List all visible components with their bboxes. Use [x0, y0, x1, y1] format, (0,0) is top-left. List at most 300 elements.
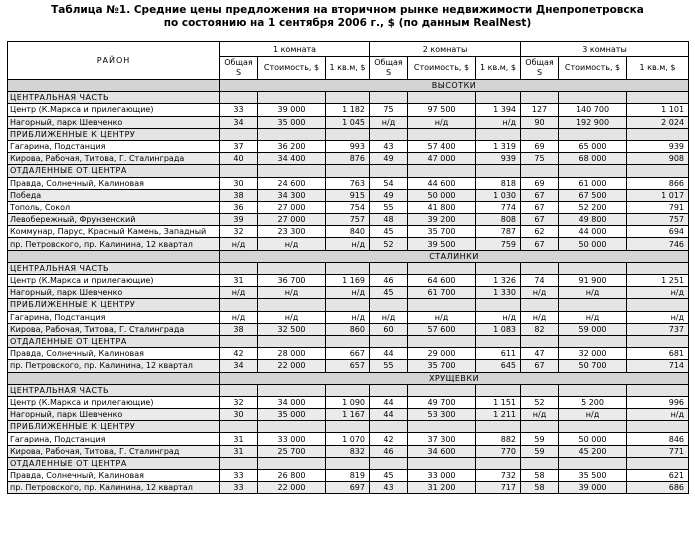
empty-cell: [326, 128, 370, 140]
value-cell: 40: [220, 153, 258, 165]
empty-cell: [408, 165, 476, 177]
table-row: [8, 409, 689, 421]
empty-cell: [370, 457, 408, 469]
value-cell: 694: [627, 226, 689, 238]
empty-cell: [408, 457, 476, 469]
value-cell: 47 000: [408, 153, 476, 165]
district-group-row: [8, 421, 689, 433]
value-cell: 1 045: [326, 116, 370, 128]
value-cell: 27 000: [258, 214, 326, 226]
header-col: 1 кв.м, $: [326, 57, 370, 80]
value-cell: 808: [476, 214, 521, 226]
value-cell: 43: [370, 482, 408, 494]
value-cell: 97 500: [408, 104, 476, 116]
district-group-row: [8, 457, 689, 469]
value-cell: 49 800: [559, 214, 627, 226]
empty-cell: [559, 299, 627, 311]
empty-cell: [220, 165, 258, 177]
empty-cell: [476, 384, 521, 396]
empty-cell: [370, 421, 408, 433]
value-cell: 50 000: [559, 433, 627, 445]
value-cell: 42: [220, 348, 258, 360]
value-cell: 667: [326, 348, 370, 360]
value-cell: 59: [521, 445, 559, 457]
value-cell: 757: [326, 214, 370, 226]
header-col: Общая S: [521, 57, 559, 80]
value-cell: 1 090: [326, 396, 370, 408]
header-col: Стоимость, $: [408, 57, 476, 80]
value-cell: н/д: [408, 311, 476, 323]
empty-cell: [408, 384, 476, 396]
value-cell: 1 017: [627, 189, 689, 201]
empty-cell: [521, 457, 559, 469]
district-name: Нагорный, парк Шевченко: [8, 287, 220, 299]
value-cell: н/д: [220, 238, 258, 250]
section-row: [8, 250, 689, 262]
empty-cell: [408, 262, 476, 274]
value-cell: 37: [220, 140, 258, 152]
table-row: [8, 275, 689, 287]
value-cell: 939: [476, 153, 521, 165]
value-cell: 49 700: [408, 396, 476, 408]
value-cell: н/д: [326, 238, 370, 250]
value-cell: 621: [627, 470, 689, 482]
value-cell: 28 000: [258, 348, 326, 360]
value-cell: 91 900: [559, 275, 627, 287]
empty-cell: [370, 384, 408, 396]
value-cell: 65 000: [559, 140, 627, 152]
empty-cell: [476, 128, 521, 140]
value-cell: 50 000: [408, 189, 476, 201]
value-cell: 64 600: [408, 275, 476, 287]
empty-cell: [521, 335, 559, 347]
value-cell: 5 200: [559, 396, 627, 408]
header-col: 1 кв.м, $: [476, 57, 521, 80]
value-cell: 67: [521, 189, 559, 201]
value-cell: н/д: [521, 311, 559, 323]
value-cell: 876: [326, 153, 370, 165]
value-cell: н/д: [408, 116, 476, 128]
table-row: [8, 104, 689, 116]
empty-cell: [370, 335, 408, 347]
value-cell: 770: [476, 445, 521, 457]
district-group-title: ПРИБЛИЖЕННЫЕ К ЦЕНТРУ: [8, 299, 220, 311]
value-cell: 754: [326, 201, 370, 213]
value-cell: 34 000: [258, 396, 326, 408]
value-cell: 611: [476, 348, 521, 360]
value-cell: 32 500: [258, 323, 326, 335]
empty-cell: [627, 335, 689, 347]
value-cell: 52: [370, 238, 408, 250]
section-title: ВЫСОТКИ: [220, 80, 689, 92]
header-col: Стоимость, $: [559, 57, 627, 80]
header-col: Стоимость, $: [258, 57, 326, 80]
value-cell: 33: [220, 470, 258, 482]
table-row: [8, 482, 689, 494]
table-row: [8, 470, 689, 482]
value-cell: 140 700: [559, 104, 627, 116]
value-cell: 915: [326, 189, 370, 201]
table-row: [8, 189, 689, 201]
value-cell: 45: [370, 287, 408, 299]
value-cell: 30: [220, 177, 258, 189]
value-cell: н/д: [326, 287, 370, 299]
value-cell: 1 211: [476, 409, 521, 421]
value-cell: 908: [627, 153, 689, 165]
district-name: Кирова, Рабочая, Титова, Г. Сталинграда: [8, 153, 220, 165]
value-cell: 33: [220, 482, 258, 494]
value-cell: 939: [627, 140, 689, 152]
value-cell: 1 182: [326, 104, 370, 116]
header-group-1room: 1 комната: [220, 42, 370, 57]
value-cell: 686: [627, 482, 689, 494]
value-cell: 69: [521, 140, 559, 152]
value-cell: н/д: [220, 287, 258, 299]
value-cell: 1 251: [627, 275, 689, 287]
value-cell: н/д: [559, 311, 627, 323]
value-cell: 41 800: [408, 201, 476, 213]
table-row: [8, 445, 689, 457]
district-group-row: [8, 128, 689, 140]
value-cell: 22 000: [258, 482, 326, 494]
value-cell: 50 000: [559, 238, 627, 250]
value-cell: 32: [220, 226, 258, 238]
district-name: пр. Петровского, пр. Калинина, 12 квартал: [8, 238, 220, 250]
value-cell: н/д: [559, 409, 627, 421]
value-cell: 31: [220, 445, 258, 457]
value-cell: 819: [326, 470, 370, 482]
value-cell: 26 800: [258, 470, 326, 482]
table-row: [8, 177, 689, 189]
value-cell: 75: [370, 104, 408, 116]
value-cell: 818: [476, 177, 521, 189]
empty-cell: [476, 299, 521, 311]
district-name: Нагорный, парк Шевченко: [8, 116, 220, 128]
table-row: [8, 238, 689, 250]
empty-cell: [476, 421, 521, 433]
empty-cell: [258, 384, 326, 396]
value-cell: 791: [627, 201, 689, 213]
empty-cell: [220, 128, 258, 140]
district-group-title: ЦЕНТРАЛЬНАЯ ЧАСТЬ: [8, 262, 220, 274]
value-cell: 44 600: [408, 177, 476, 189]
value-cell: 35 700: [408, 226, 476, 238]
district-group-title: ОТДАЛЕННЫЕ ОТ ЦЕНТРА: [8, 335, 220, 347]
section-label-cell: [8, 250, 220, 262]
value-cell: 49: [370, 189, 408, 201]
table-row: [8, 433, 689, 445]
value-cell: н/д: [258, 287, 326, 299]
empty-cell: [258, 457, 326, 469]
value-cell: 33 000: [408, 470, 476, 482]
table-row: [8, 201, 689, 213]
value-cell: 759: [476, 238, 521, 250]
value-cell: 52 200: [559, 201, 627, 213]
value-cell: 746: [627, 238, 689, 250]
district-group-title: ЦЕНТРАЛЬНАЯ ЧАСТЬ: [8, 384, 220, 396]
section-title: ХРУЩЕВКИ: [220, 372, 689, 384]
district-group-title: ПРИБЛИЖЕННЫЕ К ЦЕНТРУ: [8, 128, 220, 140]
value-cell: н/д: [627, 311, 689, 323]
empty-cell: [559, 421, 627, 433]
empty-cell: [408, 421, 476, 433]
table-title: [0, 0, 695, 34]
value-cell: 38: [220, 189, 258, 201]
value-cell: 50 700: [559, 360, 627, 372]
value-cell: 35 500: [559, 470, 627, 482]
empty-cell: [220, 457, 258, 469]
section-label-cell: [8, 372, 220, 384]
value-cell: 774: [476, 201, 521, 213]
value-cell: 90: [521, 116, 559, 128]
value-cell: 1 101: [627, 104, 689, 116]
district-name: Гагарина, Подстанция: [8, 433, 220, 445]
empty-cell: [370, 262, 408, 274]
district-group-title: ОТДАЛЕННЫЕ ОТ ЦЕНТРА: [8, 457, 220, 469]
empty-cell: [258, 262, 326, 274]
value-cell: 33 000: [258, 433, 326, 445]
value-cell: 67: [521, 214, 559, 226]
district-group-title: ПРИБЛИЖЕННЫЕ К ЦЕНТРУ: [8, 421, 220, 433]
empty-cell: [627, 128, 689, 140]
title-line-1: Таблица №1. Средние цены предложения на вторичном рынке недвижимости Днепропетровска: [51, 4, 644, 16]
value-cell: 44: [370, 348, 408, 360]
value-cell: 57 400: [408, 140, 476, 152]
empty-cell: [627, 92, 689, 104]
empty-cell: [408, 299, 476, 311]
header-group-3room: 3 комнаты: [521, 42, 689, 57]
empty-cell: [370, 92, 408, 104]
value-cell: 1 394: [476, 104, 521, 116]
value-cell: 30: [220, 409, 258, 421]
value-cell: 34 400: [258, 153, 326, 165]
district-name: Центр (К.Маркса и прилегающие): [8, 275, 220, 287]
district-name: Левобережный, Фрунзенский: [8, 214, 220, 226]
empty-cell: [408, 92, 476, 104]
district-name: Тополь, Сокол: [8, 201, 220, 213]
table-row: [8, 226, 689, 238]
value-cell: 61 700: [408, 287, 476, 299]
section-row: [8, 80, 689, 92]
empty-cell: [258, 165, 326, 177]
empty-cell: [521, 262, 559, 274]
value-cell: 1 070: [326, 433, 370, 445]
value-cell: 866: [627, 177, 689, 189]
empty-cell: [627, 299, 689, 311]
table-row: [8, 360, 689, 372]
value-cell: 47: [521, 348, 559, 360]
value-cell: 24 600: [258, 177, 326, 189]
value-cell: 82: [521, 323, 559, 335]
district-name: Гагарина, Подстанция: [8, 140, 220, 152]
value-cell: 54: [370, 177, 408, 189]
value-cell: 37 300: [408, 433, 476, 445]
value-cell: 55: [370, 360, 408, 372]
value-cell: н/д: [476, 116, 521, 128]
value-cell: 771: [627, 445, 689, 457]
value-cell: 657: [326, 360, 370, 372]
district-name: Правда, Солнечный, Калиновая: [8, 177, 220, 189]
value-cell: 44: [370, 396, 408, 408]
table-row: [8, 116, 689, 128]
value-cell: 35 000: [258, 409, 326, 421]
district-name: Центр (К.Маркса и прилегающие): [8, 396, 220, 408]
empty-cell: [627, 457, 689, 469]
value-cell: 38: [220, 323, 258, 335]
empty-cell: [627, 421, 689, 433]
empty-cell: [370, 299, 408, 311]
value-cell: 31 200: [408, 482, 476, 494]
value-cell: 44 000: [559, 226, 627, 238]
empty-cell: [326, 384, 370, 396]
value-cell: 39 000: [258, 104, 326, 116]
empty-cell: [559, 165, 627, 177]
empty-cell: [476, 335, 521, 347]
value-cell: 192 900: [559, 116, 627, 128]
header-row-groups: [8, 42, 689, 57]
value-cell: 59: [521, 433, 559, 445]
district-name: Нагорный, парк Шевченко: [8, 409, 220, 421]
value-cell: 1 330: [476, 287, 521, 299]
value-cell: 36 200: [258, 140, 326, 152]
empty-cell: [408, 128, 476, 140]
value-cell: 681: [627, 348, 689, 360]
value-cell: н/д: [521, 287, 559, 299]
empty-cell: [326, 335, 370, 347]
value-cell: 68 000: [559, 153, 627, 165]
value-cell: 32: [220, 396, 258, 408]
value-cell: 36: [220, 201, 258, 213]
empty-cell: [627, 165, 689, 177]
value-cell: 846: [627, 433, 689, 445]
value-cell: 39 000: [559, 482, 627, 494]
table-row: [8, 287, 689, 299]
district-name: Правда, Солнечный, Калиновая: [8, 470, 220, 482]
empty-cell: [326, 92, 370, 104]
empty-cell: [258, 421, 326, 433]
value-cell: 75: [521, 153, 559, 165]
value-cell: 39 500: [408, 238, 476, 250]
value-cell: н/д: [476, 311, 521, 323]
empty-cell: [559, 92, 627, 104]
empty-cell: [521, 384, 559, 396]
value-cell: 34: [220, 116, 258, 128]
table-row: [8, 323, 689, 335]
header-col: 1 кв.м, $: [627, 57, 689, 80]
empty-cell: [521, 299, 559, 311]
header-group-2room: 2 комнаты: [370, 42, 521, 57]
value-cell: н/д: [258, 311, 326, 323]
value-cell: 732: [476, 470, 521, 482]
empty-cell: [370, 165, 408, 177]
value-cell: 25 700: [258, 445, 326, 457]
empty-cell: [326, 421, 370, 433]
value-cell: н/д: [220, 311, 258, 323]
value-cell: н/д: [521, 409, 559, 421]
value-cell: 737: [627, 323, 689, 335]
value-cell: н/д: [627, 409, 689, 421]
district-group-row: [8, 262, 689, 274]
district-name: Победа: [8, 189, 220, 201]
value-cell: 67: [521, 201, 559, 213]
value-cell: 43: [370, 140, 408, 152]
value-cell: 1 167: [326, 409, 370, 421]
empty-cell: [258, 335, 326, 347]
table-row: [8, 311, 689, 323]
empty-cell: [521, 421, 559, 433]
district-group-title: ЦЕНТРАЛЬНАЯ ЧАСТЬ: [8, 92, 220, 104]
value-cell: н/д: [258, 238, 326, 250]
value-cell: 61 000: [559, 177, 627, 189]
value-cell: 36 700: [258, 275, 326, 287]
value-cell: 1 319: [476, 140, 521, 152]
value-cell: 74: [521, 275, 559, 287]
empty-cell: [476, 457, 521, 469]
value-cell: 58: [521, 470, 559, 482]
value-cell: 645: [476, 360, 521, 372]
empty-cell: [370, 128, 408, 140]
empty-cell: [521, 92, 559, 104]
empty-cell: [258, 128, 326, 140]
value-cell: 697: [326, 482, 370, 494]
value-cell: 1 151: [476, 396, 521, 408]
empty-cell: [220, 262, 258, 274]
empty-cell: [220, 335, 258, 347]
value-cell: 29 000: [408, 348, 476, 360]
value-cell: 714: [627, 360, 689, 372]
value-cell: 45: [370, 470, 408, 482]
title-line-2: по состоянию на 1 сентября 2006 г., $ (по данным RealNest): [163, 17, 532, 29]
empty-cell: [326, 299, 370, 311]
value-cell: 60: [370, 323, 408, 335]
value-cell: 35 000: [258, 116, 326, 128]
section-label-cell: [8, 80, 220, 92]
empty-cell: [326, 262, 370, 274]
value-cell: 39 200: [408, 214, 476, 226]
value-cell: 57 600: [408, 323, 476, 335]
empty-cell: [408, 335, 476, 347]
value-cell: 763: [326, 177, 370, 189]
value-cell: 1 030: [476, 189, 521, 201]
value-cell: 49: [370, 153, 408, 165]
value-cell: 69: [521, 177, 559, 189]
empty-cell: [326, 457, 370, 469]
empty-cell: [220, 92, 258, 104]
empty-cell: [559, 128, 627, 140]
value-cell: н/д: [627, 287, 689, 299]
value-cell: 48: [370, 214, 408, 226]
value-cell: 757: [627, 214, 689, 226]
value-cell: н/д: [559, 287, 627, 299]
value-cell: 45: [370, 226, 408, 238]
value-cell: 34 300: [258, 189, 326, 201]
value-cell: 67 500: [559, 189, 627, 201]
value-cell: 33: [220, 104, 258, 116]
district-name: пр. Петровского, пр. Калинина, 12 квартал: [8, 360, 220, 372]
value-cell: 62: [521, 226, 559, 238]
value-cell: 31: [220, 275, 258, 287]
empty-cell: [258, 92, 326, 104]
table-row: [8, 153, 689, 165]
value-cell: 52: [521, 396, 559, 408]
value-cell: 44: [370, 409, 408, 421]
empty-cell: [220, 299, 258, 311]
value-cell: 55: [370, 201, 408, 213]
district-name: Центр (К.Маркса и прилегающие): [8, 104, 220, 116]
value-cell: 23 300: [258, 226, 326, 238]
empty-cell: [521, 128, 559, 140]
header-raion: РАЙОН: [8, 42, 220, 80]
